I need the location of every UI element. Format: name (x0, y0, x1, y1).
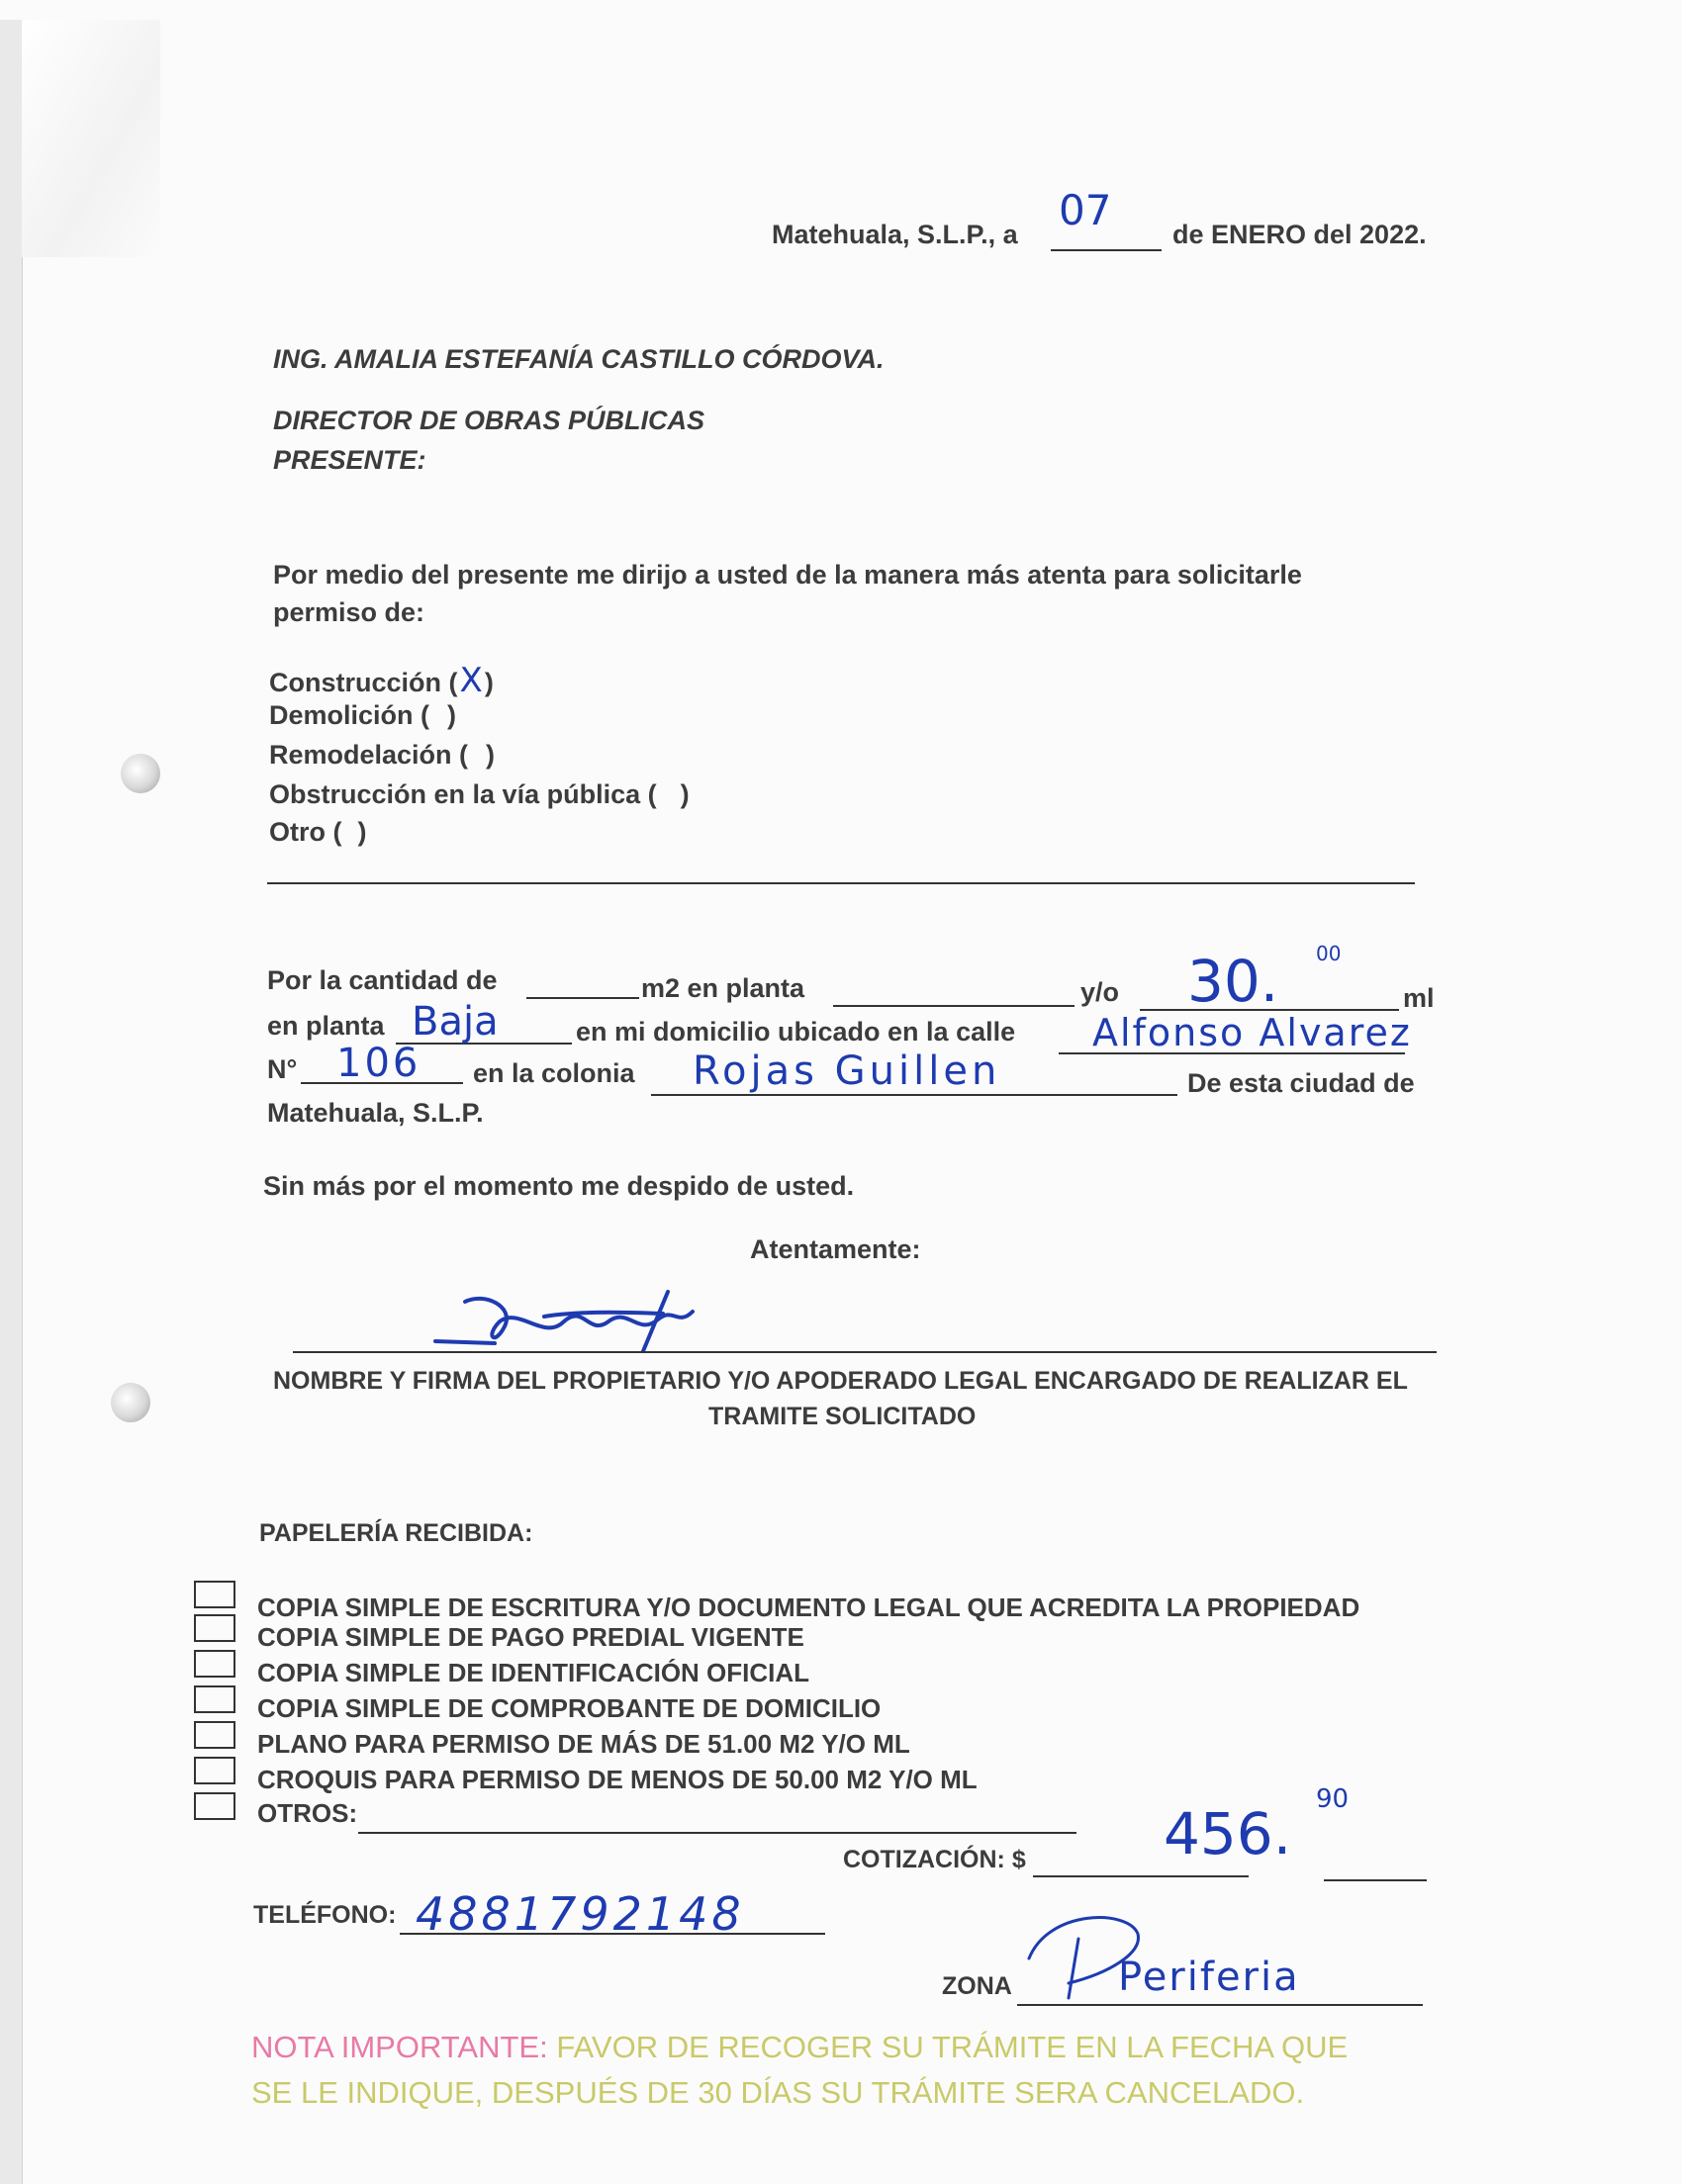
ml-handwritten: 30. (1187, 948, 1279, 1015)
numero-handwritten: 106 (336, 1041, 421, 1086)
papeleria-item-predial: COPIA SIMPLE DE PAGO PREDIAL VIGENTE (257, 1622, 804, 1652)
ciudad-label: De esta ciudad de (1187, 1068, 1415, 1098)
month-year: de ENERO del 2022. (1172, 220, 1427, 249)
yo-label: y/o (1080, 977, 1120, 1007)
checkbox-identificacion[interactable] (194, 1650, 235, 1678)
option-close: ) (486, 740, 496, 770)
cotizacion-cents-handwritten: 90 (1316, 1784, 1350, 1814)
option-close: ) (357, 817, 367, 847)
cotizacion-line (1033, 1875, 1249, 1877)
nota-text-2: SE LE INDIQUE, DESPUÉS DE 30 DÍAS SU TRÁMITE SERA CANCELADO. (251, 2075, 1305, 2110)
ciudad-name: Matehuala, S.L.P. (267, 1098, 484, 1128)
nota-label: NOTA IMPORTANTE: (251, 2030, 548, 2064)
m2-planta-label: m2 en planta (641, 973, 805, 1003)
colonia-handwritten: Rojas Guillen (693, 1048, 1001, 1094)
papeleria-item-otros: OTROS: (257, 1798, 358, 1828)
papeleria-item-domicilio: COPIA SIMPLE DE COMPROBANTE DE DOMICILIO (257, 1693, 882, 1723)
ml-handwritten-sup: 00 (1316, 942, 1342, 965)
option-label: Obstrucción en la vía pública ( (269, 779, 657, 809)
papeleria-item-identificacion: COPIA SIMPLE DE IDENTIFICACIÓN OFICIAL (257, 1658, 810, 1687)
zona-label: ZONA (942, 1972, 1012, 2000)
nota-text-1: FAVOR DE RECOGER SU TRÁMITE EN LA FECHA QUE (556, 2030, 1349, 2064)
papeleria-title: PAPELERÍA RECIBIDA: (259, 1519, 533, 1547)
telefono-handwritten: 4881792148 (416, 1887, 745, 1941)
atentamente-label: Atentamente: (750, 1234, 921, 1264)
signature-caption-1: NOMBRE Y FIRMA DEL PROPIETARIO Y/O APODERADO LEGAL ENCARGADO DE REALIZAR EL (273, 1367, 1408, 1395)
option-remodelacion (269, 740, 495, 771)
presente-label: PRESENTE: (273, 445, 426, 475)
option-obstruccion (269, 779, 690, 810)
punch-hole-bottom (111, 1383, 150, 1422)
planta-handwritten: Baja (412, 999, 499, 1045)
option-label: Construcción ( (269, 668, 458, 697)
folded-corner (22, 20, 160, 257)
option-otro (269, 817, 367, 848)
checkbox-otros[interactable] (194, 1792, 235, 1820)
nota-line-1 (251, 2030, 1348, 2065)
street-handwritten: Alfonso Alvarez (1092, 1011, 1412, 1054)
zona-handwritten: Periferia (1118, 1955, 1300, 2000)
m2-line (526, 997, 639, 999)
day-handwritten: 07 (1059, 186, 1112, 234)
checkbox-plano[interactable] (194, 1721, 235, 1749)
signature-caption-2: TRAMITE SOLICITADO (708, 1403, 977, 1430)
planta-label: en planta (267, 1011, 385, 1041)
colonia-line (651, 1094, 1177, 1096)
papeleria-item-escritura: COPIA SIMPLE DE ESCRITURA Y/O DOCUMENTO LEGAL QUE ACREDITA LA PROPIEDAD (257, 1592, 1360, 1622)
farewell-text: Sin más por el momento me despido de usted. (263, 1171, 855, 1201)
papeleria-item-croquis: CROQUIS PARA PERMISO DE MENOS DE 50.00 M2 Y/O ML (257, 1765, 978, 1794)
intro-line-1: Por medio del presente me dirijo a usted de la manera más atenta para solicitarle (273, 560, 1302, 590)
option-label: Demolición ( (269, 700, 430, 730)
checkbox-predial[interactable] (194, 1614, 235, 1642)
option-mark: X (459, 661, 483, 700)
option-label: Remodelación ( (269, 740, 469, 770)
option-label: Otro ( (269, 817, 342, 847)
telefono-label: TELÉFONO: (253, 1901, 397, 1929)
checkbox-croquis[interactable] (194, 1757, 235, 1784)
cotizacion-handwritten: 456. (1164, 1800, 1292, 1867)
option-construccion (269, 661, 494, 700)
punch-hole-top (121, 754, 160, 793)
owner-signature (425, 1282, 722, 1361)
numero-label: N° (267, 1054, 298, 1084)
cotizacion-label: COTIZACIÓN: $ (843, 1846, 1026, 1873)
checkbox-domicilio[interactable] (194, 1685, 235, 1713)
addressee-title: DIRECTOR DE OBRAS PÚBLICAS (273, 406, 705, 435)
signature-line (293, 1351, 1437, 1353)
cotizacion-cents-line (1324, 1879, 1427, 1881)
option-close: ) (447, 700, 457, 730)
intro-line-2: permiso de: (273, 597, 425, 627)
option-close: ) (680, 779, 690, 809)
addressee-name: ING. AMALIA ESTEFANÍA CASTILLO CÓRDOVA. (273, 344, 885, 374)
option-demolicion (269, 700, 456, 731)
domicilio-label: en mi domicilio ubicado en la calle (576, 1017, 1016, 1046)
place-date-prefix: Matehuala, S.L.P., a (772, 220, 1018, 249)
papeleria-item-plano: PLANO PARA PERMISO DE MÁS DE 51.00 M2 Y/O ML (257, 1729, 910, 1759)
cantidad-label: Por la cantidad de (267, 965, 498, 995)
ml-label: ml (1403, 983, 1435, 1013)
planta-m2-line (833, 1005, 1075, 1007)
day-line (1051, 249, 1162, 251)
adjacent-page-edge (0, 20, 23, 2184)
colonia-label: en la colonia (473, 1058, 635, 1088)
option-close: ) (484, 668, 494, 697)
otro-specify-line (267, 882, 1415, 884)
otros-line (358, 1832, 1076, 1834)
checkbox-escritura[interactable] (194, 1581, 235, 1608)
